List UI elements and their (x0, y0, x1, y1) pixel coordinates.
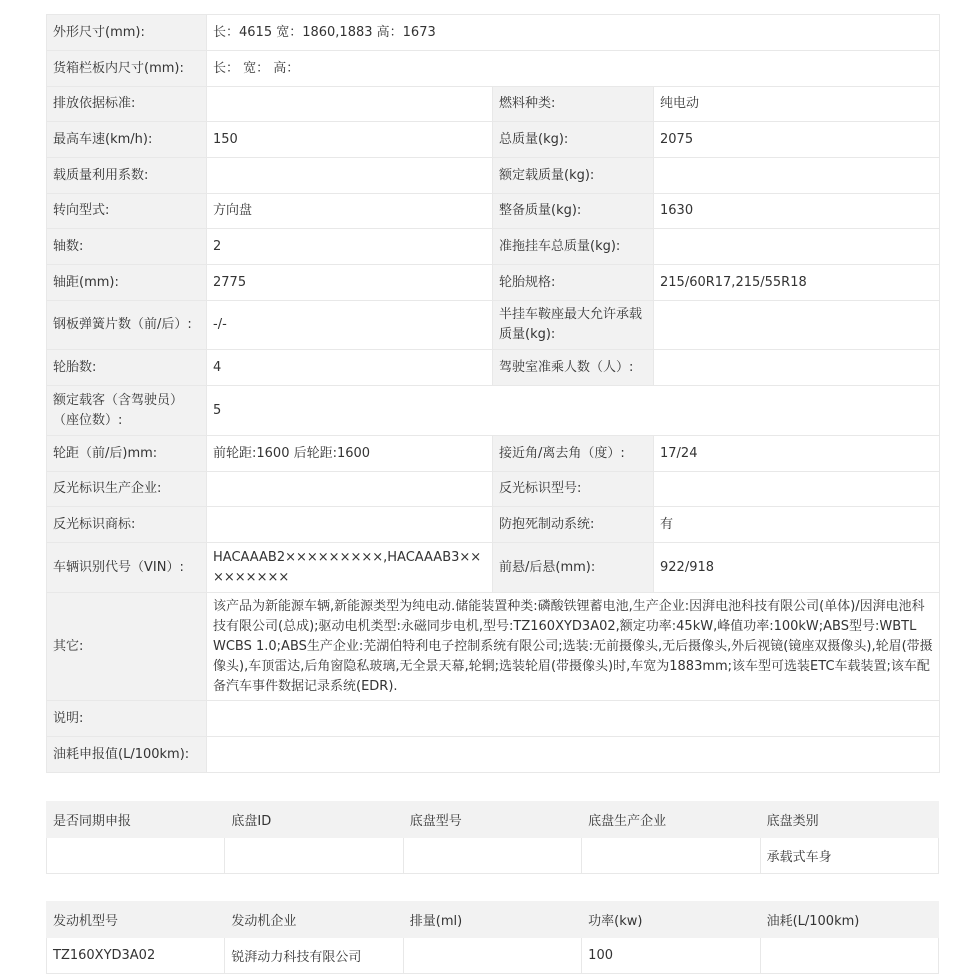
engine-header-cell: 发动机型号 (47, 902, 225, 938)
chassis-cell (582, 838, 760, 874)
saddle-load-label: 半挂车鞍座最大允许承载质量(kg): (493, 301, 654, 350)
note-value (207, 701, 940, 737)
curb-mass-value: 1630 (654, 194, 940, 229)
engine-header-row (47, 902, 939, 938)
other-label: 其它: (47, 593, 207, 701)
chassis-header-cell: 底盘型号 (403, 802, 581, 838)
engine-cell (760, 938, 938, 974)
reflector-model-label: 反光标识型号: (493, 472, 654, 507)
chassis-cell (225, 838, 403, 874)
vin-value: HACAAAB2×××××××××,HACAAAB3××××××××× (207, 543, 493, 593)
rated-load-label: 额定载质量(kg): (493, 158, 654, 194)
trailer-mass-value (654, 229, 940, 265)
chassis-header-cell: 底盘生产企业 (582, 802, 760, 838)
vehicle-spec-table (46, 14, 940, 773)
track-label: 轮距（前/后)mm: (47, 436, 207, 472)
engine-header-cell: 功率(kw) (582, 902, 760, 938)
engine-cell (403, 938, 581, 974)
chassis-header-cell: 底盘ID (225, 802, 403, 838)
reflector-maker-value (207, 472, 493, 507)
reflector-brand-value (207, 507, 493, 543)
cargo-box-value: 长： 宽： 高： (207, 51, 940, 87)
engine-header-cell: 油耗(L/100km) (760, 902, 938, 938)
rated-passengers-value: 5 (207, 386, 940, 436)
abs-label: 防抱死制动系统: (493, 507, 654, 543)
tire-spec-label: 轮胎规格: (493, 265, 654, 301)
reflector-brand-label: 反光标识商标: (47, 507, 207, 543)
load-utilization-label: 载质量利用系数: (47, 158, 207, 194)
leaf-springs-value: -/- (207, 301, 493, 350)
track-value: 前轮距:1600 后轮距:1600 (207, 436, 493, 472)
gross-mass-value: 2075 (654, 122, 940, 158)
chassis-table (46, 801, 939, 874)
engine-header-cell: 发动机企业 (225, 902, 403, 938)
engine-table (46, 901, 939, 974)
steering-label: 转向型式: (47, 194, 207, 229)
curb-mass-label: 整备质量(kg): (493, 194, 654, 229)
rated-load-value (654, 158, 940, 194)
angles-value: 17/24 (654, 436, 940, 472)
table-row (47, 938, 939, 974)
engine-cell: 锐湃动力科技有限公司 (225, 938, 403, 974)
note-label: 说明: (47, 701, 207, 737)
load-utilization-value (207, 158, 493, 194)
other-value: 该产品为新能源车辆,新能源类型为纯电动.储能装置种类:磷酸铁锂蓄电池,生产企业:因湃电池科技有限公司(单体)/因湃电池科技有限公司(总成);驱动电机类型:永磁同步电机,型号:TZ160XYD3A02,额定功率:45kW,峰值功率:100kW;ABS型号:WBTL WCBS 1.0;ABS生产企业:芜湖伯特利电子控制系统有限公司;选装:无前摄像头,无后摄像头,外后视镜(镜座双摄像头),轮眉(带摄像头),车顶雷达,后角窗隐私玻璃,无全景天幕,轮辋;选装轮眉(带摄像头)时,车宽为1883mm;该车型可选装ETC车载装置;该车配备汽车事件数据记录系统(EDR). (207, 593, 940, 701)
max-speed-value: 150 (207, 122, 493, 158)
cargo-box-label: 货箱栏板内尺寸(mm): (47, 51, 207, 87)
axles-value: 2 (207, 229, 493, 265)
reflector-maker-label: 反光标识生产企业: (47, 472, 207, 507)
cab-passengers-value (654, 350, 940, 386)
tire-count-value: 4 (207, 350, 493, 386)
chassis-header-row (47, 802, 939, 838)
leaf-springs-label: 钢板弹簧片数（前/后）: (47, 301, 207, 350)
reflector-model-value (654, 472, 940, 507)
vin-label: 车辆识别代号（VIN）: (47, 543, 207, 593)
fuel-consumption-label: 油耗申报值(L/100km): (47, 737, 207, 773)
tire-count-label: 轮胎数: (47, 350, 207, 386)
chassis-cell (403, 838, 581, 874)
engine-cell: TZ160XYD3A02 (47, 938, 225, 974)
wheelbase-value: 2775 (207, 265, 493, 301)
dimensions-value: 长：4615 宽：1860,1883 高：1673 (207, 15, 940, 51)
table-row (47, 838, 939, 874)
chassis-cell: 承载式车身 (760, 838, 938, 874)
axles-label: 轴数: (47, 229, 207, 265)
tire-spec-value: 215/60R17,215/55R18 (654, 265, 940, 301)
max-speed-label: 最高车速(km/h): (47, 122, 207, 158)
rated-passengers-label: 额定载客（含驾驶员）（座位数）: (47, 386, 207, 436)
fuel-type-label: 燃料种类: (493, 87, 654, 122)
chassis-header-cell: 底盘类别 (760, 802, 938, 838)
wheelbase-label: 轴距(mm): (47, 265, 207, 301)
overhang-value: 922/918 (654, 543, 940, 593)
angles-label: 接近角/离去角（度）: (493, 436, 654, 472)
emission-standard-label: 排放依据标准: (47, 87, 207, 122)
fuel-consumption-value (207, 737, 940, 773)
gross-mass-label: 总质量(kg): (493, 122, 654, 158)
cab-passengers-label: 驾驶室准乘人数（人）: (493, 350, 654, 386)
dimensions-label: 外形尺寸(mm): (47, 15, 207, 51)
chassis-cell (47, 838, 225, 874)
fuel-type-value: 纯电动 (654, 87, 940, 122)
steering-value: 方向盘 (207, 194, 493, 229)
overhang-label: 前悬/后悬(mm): (493, 543, 654, 593)
trailer-mass-label: 准拖挂车总质量(kg): (493, 229, 654, 265)
emission-standard-value (207, 87, 493, 122)
engine-cell: 100 (582, 938, 760, 974)
chassis-header-cell: 是否同期申报 (47, 802, 225, 838)
abs-value: 有 (654, 507, 940, 543)
engine-header-cell: 排量(ml) (403, 902, 581, 938)
saddle-load-value (654, 301, 940, 350)
